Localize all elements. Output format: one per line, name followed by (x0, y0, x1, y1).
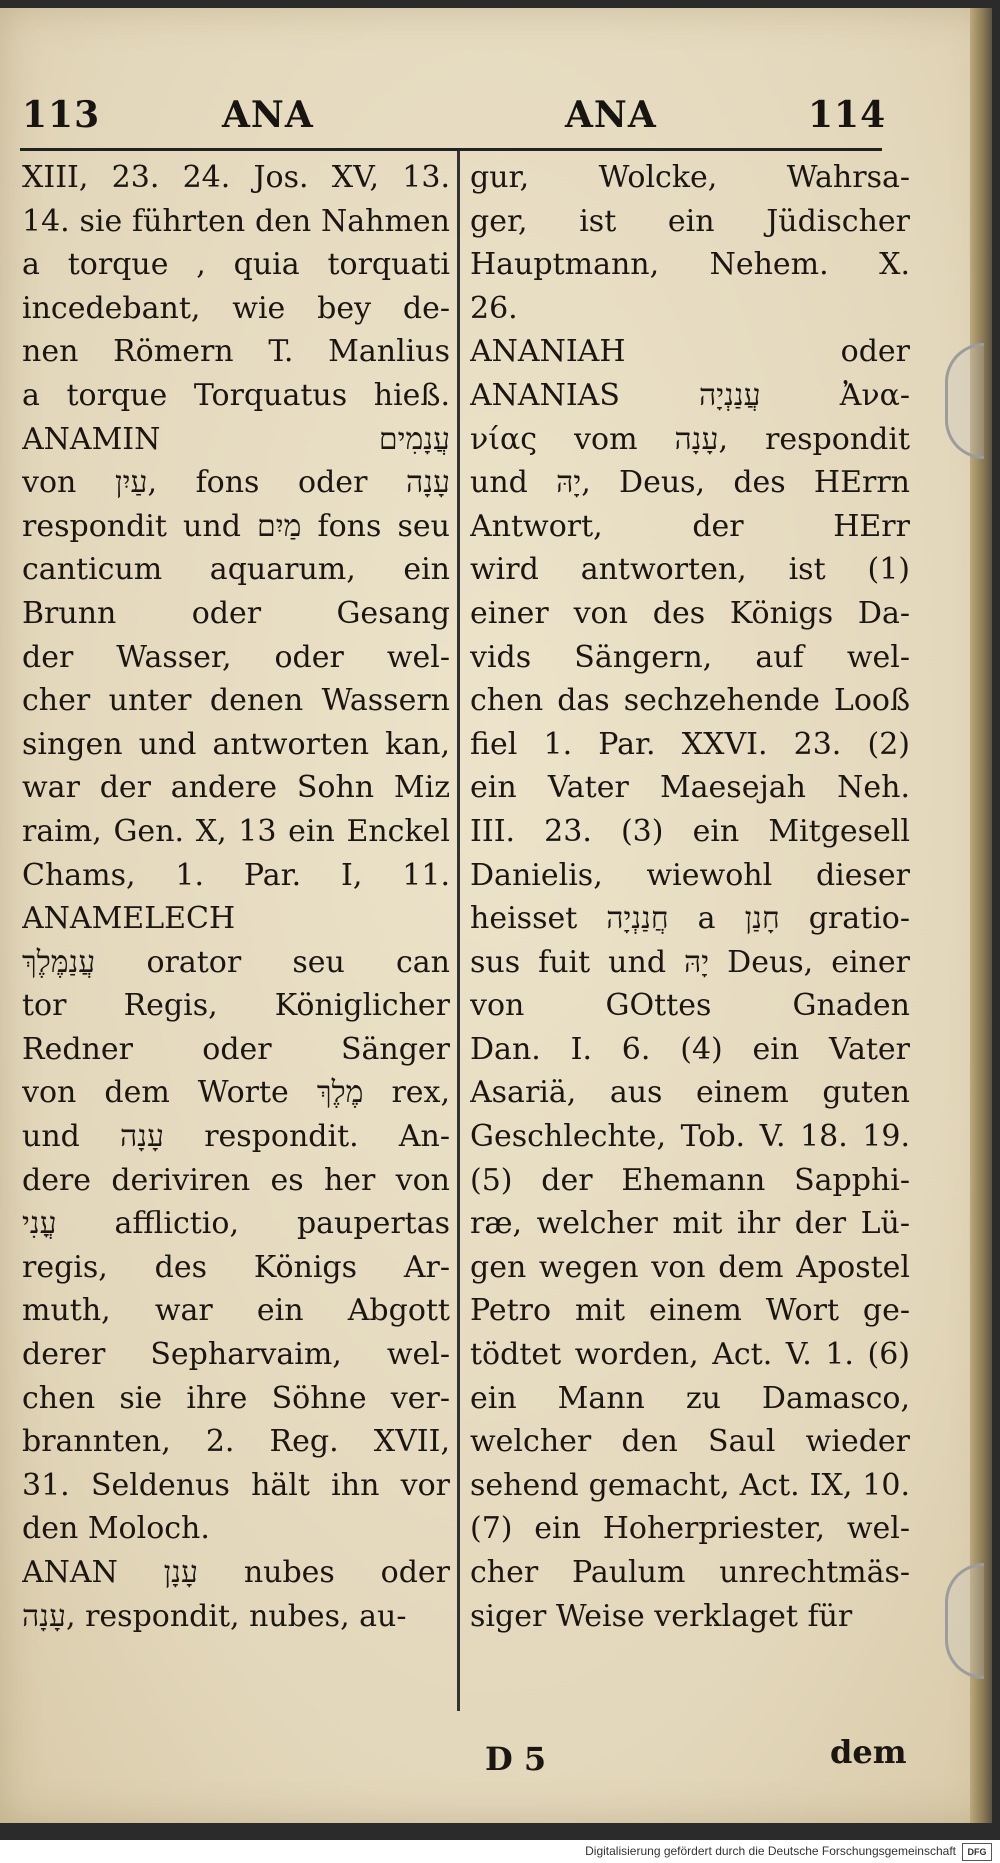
text-line: nen Römern T. Manlius (22, 334, 450, 370)
text-line: ANANIAH oder (470, 334, 910, 370)
left-page-number: 113 (22, 94, 101, 136)
text-line: regis, des Königs Ar- (22, 1249, 450, 1285)
text-line: sehend gemacht, Act. IX, 10. (470, 1467, 910, 1503)
text-line: 14. sie führten den Nahmen (22, 203, 450, 239)
text-line: Redner oder Sänger (22, 1031, 450, 1067)
text-line: ANANIAS עֲנַנְיָה Ἀνα- (470, 377, 910, 413)
text-line: Dan. I. 6. (4) ein Vater (470, 1031, 910, 1067)
text-line: νίας vom עָנָה, respondit (470, 421, 910, 457)
text-line: Antwort, der HErr (470, 508, 910, 544)
digitization-footer (0, 1840, 1000, 1863)
text-line: welcher den Saul wieder (470, 1424, 910, 1460)
text-line: von עַיִן, fons oder עָנָה (22, 465, 450, 501)
text-line: ræ, welcher mit ihr der Lü- (470, 1206, 910, 1242)
text-line: dere deriviren es her von (22, 1162, 450, 1198)
text-line: עָנָה, respondit, nubes, au- (22, 1598, 407, 1634)
catchword: dem (830, 1733, 907, 1771)
text-line: cher Paulum unrechtmäs- (470, 1555, 910, 1590)
text-line: war der andere Sohn Miz (22, 770, 450, 806)
header-rule (20, 148, 882, 151)
text-line: den Moloch. (22, 1511, 210, 1547)
left-text-column (22, 156, 450, 1638)
text-line: Petro mit einem Wort ge- (470, 1293, 910, 1329)
text-line: Geschlechte, Tob. V. 18. 19. (470, 1119, 910, 1155)
page-clip-top (945, 343, 984, 459)
text-line: (7) ein Hoherpriester, wel- (470, 1511, 910, 1547)
book-page (0, 8, 992, 1823)
text-line: Hauptmann, Nehem. X. (470, 247, 910, 283)
text-line: und עָנָה respondit. An- (22, 1119, 450, 1155)
text-line: Danielis, wiewohl dieser (470, 857, 910, 893)
book-spine-edge (970, 8, 992, 1823)
text-line: chen das sechzehende Looß (470, 683, 910, 719)
text-line: Asariä, aus einem guten (470, 1075, 910, 1111)
text-line: fiel 1. Par. XXVI. 23. (2) (470, 726, 910, 762)
text-line: canticum aquarum, ein (22, 552, 450, 588)
text-line: singen und antworten kan, (22, 726, 450, 762)
left-running-head: ANA (222, 94, 314, 136)
text-line: einer von des Königs Da- (470, 595, 910, 631)
right-text-column (470, 156, 910, 1638)
text-line: muth, war ein Abgott (22, 1293, 450, 1329)
column-separator (457, 151, 460, 1711)
text-line: brannten, 2. Reg. XVII, (22, 1424, 450, 1460)
text-line: respondit und מַיִם fons seu (22, 508, 450, 544)
text-line: gen wegen von dem Apostel (470, 1249, 910, 1285)
text-line: III. 23. (3) ein Mitgesell (470, 813, 910, 849)
text-line: a torque , quia torquati (22, 247, 450, 283)
text-line: derer Sepharvaim, wel- (22, 1337, 450, 1373)
text-line: ANAN עָנָן nubes oder (22, 1555, 450, 1590)
text-line: Chams, 1. Par. I, 11. (22, 857, 450, 893)
text-line: sus fuit und יָהּ Deus, einer (470, 944, 910, 980)
text-line: 31. Seldenus hält ihn vor (22, 1467, 450, 1503)
footer-credit-text: Digitalisierung gefördert durch die Deutsche Forschungsgemeinschaft (585, 1844, 956, 1858)
right-running-head: ANA (565, 94, 657, 136)
text-line: עֳנִי afflictio, paupertas (22, 1206, 450, 1242)
text-line: raim, Gen. X, 13 ein Enckel (22, 813, 450, 849)
text-line: wird antworten, ist (1) (470, 552, 910, 588)
text-line: ANAMELECH (22, 901, 236, 937)
text-line: ein Vater Maesejah Neh. (470, 770, 910, 806)
text-line: gur, Wolcke, Wahrsa- (470, 160, 910, 195)
text-line: XIII, 23. 24. Jos. XV, 13. (22, 160, 450, 195)
text-line: Brunn oder Gesang (22, 595, 450, 631)
text-line: von GOttes Gnaden (470, 988, 910, 1024)
text-line: עֲנַמֶּלֶךְ orator seu can (22, 944, 450, 980)
text-line: chen sie ihre Söhne ver- (22, 1380, 450, 1416)
text-line: ANAMIN עֲנָמִים (22, 421, 450, 457)
signature-mark: D 5 (485, 1740, 547, 1778)
page-clip-bottom (945, 1563, 984, 1679)
text-line: der Wasser, oder wel- (22, 639, 450, 675)
text-line: 26. (470, 290, 518, 326)
text-line: (5) der Ehemann Sapphi- (470, 1162, 910, 1198)
text-line: tor Regis, Königlicher (22, 988, 450, 1024)
text-line: ein Mann zu Damasco, (470, 1380, 910, 1416)
text-line: incedebant, wie bey de- (22, 290, 450, 326)
right-page-number: 114 (808, 94, 887, 136)
text-line: tödtet worden, Act. V. 1. (6) (470, 1337, 910, 1373)
text-line: siger Weise verklaget für (470, 1598, 853, 1634)
text-line: und יָהּ, Deus, des HErrn (470, 465, 910, 501)
text-line: vids Sängern, auf wel- (470, 639, 910, 675)
text-line: heisset חֲנַנְיָה a חָנַן gratio- (470, 901, 910, 937)
text-line: ger, ist ein Jüdischer (470, 203, 910, 239)
text-line: a torque Torquatus hieß. (22, 377, 450, 413)
text-line: cher unter denen Wassern (22, 683, 450, 719)
dfg-logo-icon: DFG (962, 1843, 992, 1861)
text-line: von dem Worte מֶלֶךְ rex, (22, 1075, 450, 1111)
